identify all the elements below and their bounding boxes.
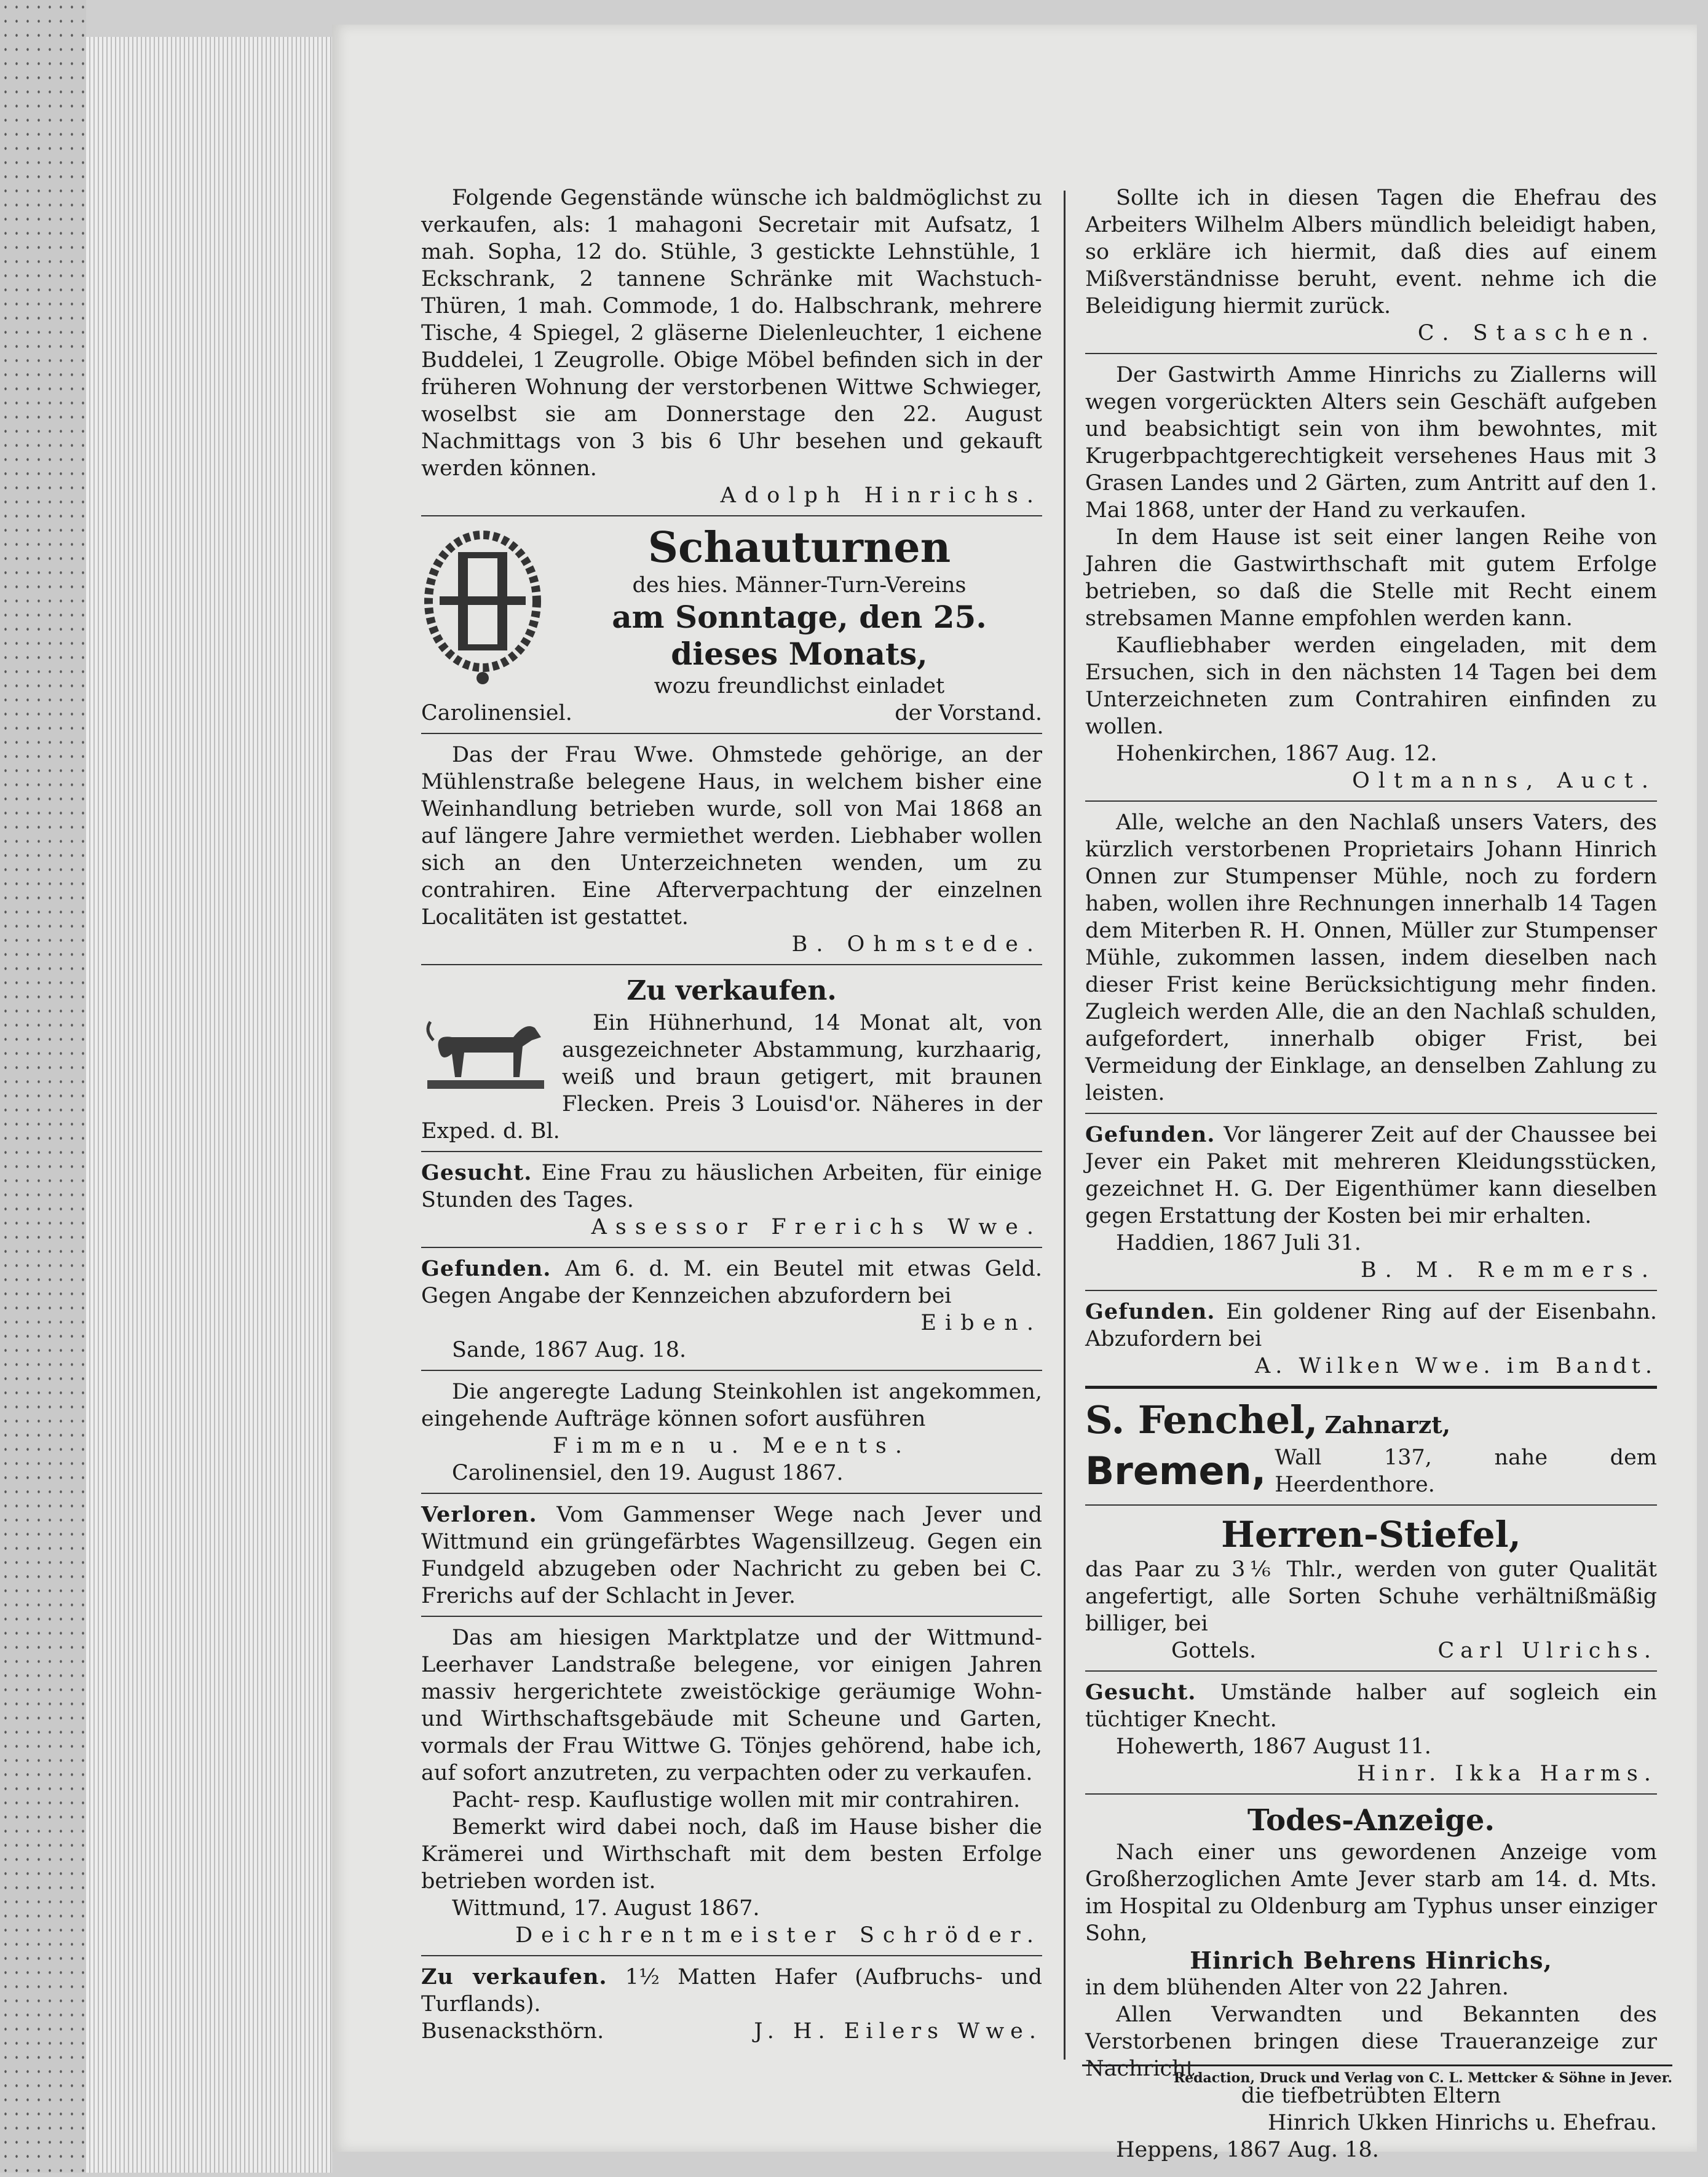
dog-illustration [421, 1009, 553, 1092]
ad-signature: B. Ohmstede. [791, 932, 1042, 957]
ad-house-rent [421, 741, 1042, 965]
ad-place: Gottels. [1171, 1638, 1257, 1663]
ad-line: dieses Monats, [671, 636, 928, 672]
ad-text: 1½ Matten Hafer (Aufbruchs- und Turflands). [421, 1965, 1042, 2017]
ad-line: wozu freundlichst einladet [654, 674, 945, 698]
ad-keyword: Verloren. [421, 1502, 537, 1527]
ad-text: Vor längerer Zeit auf der Chaussee bei Jever ein Paket mit mehreren Kleidungsstücken, gezeichnet H. G. Der Eigenthümer kann dieselben gegen Erstattung der Kosten bei mir erhalten. [1085, 1123, 1657, 1228]
ad-text: in dem blühenden Alter von 22 Jahren. [1085, 1975, 1509, 2000]
ad-wanted-servant [1085, 1679, 1657, 1795]
ad-dateline: Sande, 1867 Aug. 18. [452, 1338, 687, 1362]
ad-signature: Assessor Frerichs Wwe. [591, 1215, 1042, 1239]
ad-wanted-woman [421, 1160, 1042, 1248]
page-edges [86, 37, 332, 2173]
ad-keyword: Gefunden. [1085, 1122, 1216, 1147]
ad-signature: A. Wilken Wwe. im Bandt. [1255, 1354, 1657, 1378]
ad-role: Zahnarzt, [1324, 1411, 1451, 1439]
ad-line: am Sonntage, den 25. [612, 599, 987, 635]
ad-dentist [1085, 1396, 1657, 1506]
ad-text: Kaufliebhaber werden eingeladen, mit dem Ersuchen, sich in den nächsten 14 Tagen bei dem Unterzeichneten zum Contrahiren einfinden zu wollen. [1085, 633, 1657, 739]
ad-dateline: Wittmund, 17. August 1867. [452, 1896, 760, 1921]
ad-signature: der Vorstand. [895, 701, 1042, 725]
ad-text: In dem Hause ist seit einer langen Reihe von Jahren die Gastwirthschaft mit gutem Erfolge betrieben, so daß die Stelle mit Recht einem strebsamen Manne empfohlen werden kann. [1085, 525, 1657, 631]
ad-signature: C. Staschen. [1417, 321, 1657, 346]
ad-schauturnen [421, 524, 1042, 734]
newspaper-page [332, 25, 1697, 2162]
ad-dateline: Haddien, 1867 Juli 31. [1116, 1231, 1361, 1255]
ad-found-parcel [1085, 1121, 1657, 1291]
ad-text: die tiefbetrübten Eltern [1241, 2084, 1501, 2108]
ad-found-ring [1085, 1298, 1657, 1389]
left-column [421, 184, 1042, 2058]
ad-name: Eiben. [920, 1311, 1042, 1335]
ad-oats-sale [421, 1964, 1042, 2051]
ad-city: Bremen, [1085, 1448, 1267, 1493]
ad-text: Die angeregte Ladung Steinkohlen ist angekommen, eingehende Aufträge können sofort ausführen [421, 1380, 1042, 1431]
ad-text: Sollte ich in diesen Tagen die Ehefrau des Arbeiters Wilhelm Albers mündlich beleidigt haben, so erkläre ich hiermit, daß dies auf einem Mißverständnisse beruht, event. nehme ich die Beleidigung hiermit zurück. [1085, 186, 1657, 318]
ad-dateline: Hohewerth, 1867 August 11. [1116, 1734, 1431, 1759]
ad-text: Ein goldener Ring auf der Eisenbahn. Abzufordern bei [1085, 1300, 1657, 1351]
ad-found-purse [421, 1255, 1042, 1371]
ad-signature: Oltmanns, Auct. [1352, 768, 1657, 793]
ad-death-notice [1085, 1802, 1657, 2170]
ad-building-lease [421, 1624, 1042, 1956]
ad-estate-claims [1085, 809, 1657, 1114]
ad-title: Herren-Stiefel, [1221, 1514, 1521, 1555]
ad-signature: Carl Ulrichs. [1437, 1638, 1657, 1663]
ad-title: Zu verkaufen. [627, 975, 837, 1006]
ad-text: das Paar zu 3⅙ Thlr., werden von guter Qualität angefertigt, alle Sorten Schuhe verhältnißmäßig billiger, bei [1085, 1557, 1657, 1636]
ad-keyword: Gefunden. [1085, 1299, 1216, 1324]
right-column [1085, 184, 1657, 2177]
ad-line: des hies. Männer-Turn-Vereins [632, 573, 967, 598]
imprint-footer: Redaction, Druck und Verlag von C. L. Mettcker & Söhne in Jever. [1082, 2064, 1672, 2086]
ad-text: Allen Verwandten und Bekannten des Verstorbenen bringen diese Traueranzeige zur Nachricht [1085, 2002, 1657, 2081]
ad-text: Nach einer uns gewordenen Anzeige vom Großherzoglichen Amte Jever starb am 14. d. Mts. im Hospital zu Oldenburg am Typhus unser einziger Sohn, [1085, 1840, 1657, 1946]
ad-keyword: Gefunden. [421, 1256, 552, 1281]
column-divider [1064, 191, 1066, 2060]
book-cover-edge [0, 0, 86, 2173]
ad-boots [1085, 1513, 1657, 1672]
ad-text: Der Gastwirth Amme Hinrichs zu Ziallerns will wegen vorgerückten Alters sein Geschäft aufgeben und beabsichtigt sein von ihm bewohntes, mit Krugerbpachtgerechtigkeit versehenes Haus mit 3 Grasen Landes und 2 Gärten, zum Antritt auf den 1. Mai 1868, unter der Hand zu verkaufen. [1085, 363, 1657, 523]
ad-place: Carolinensiel. [421, 701, 572, 725]
ad-dateline: Hohenkirchen, 1867 Aug. 12. [1116, 741, 1437, 766]
ad-furniture-sale [421, 184, 1042, 516]
ad-text: Ein Hühnerhund, 14 Monat alt, von ausgezeichneter Abstammung, kurzhaarig, weiß und braun getigert, mit braunen Flecken. Preis 3 Louisd'or. Näheres in der Exped. d. Bl. [421, 1011, 1042, 1144]
ad-text: Alle, welche an den Nachlaß unsers Vaters, des kürzlich verstorbenen Proprietairs Johann Hinrich Onnen zur Stumpenser Mühle, noch zu fordern haben, wollen ihre Rechnungen innerhalb 14 Tagen dem Miterben R. H. Onnen, Müller zur Stumpenser Mühle, zukommen lassen, indem dieselben nach dieser Frist keine Berücksichtigung mehr finden. Zugleich werden Alle, die an den Nachlaß schulden, aufgefordert, innerhalb obiger Frist, bei Vermeidung der Einklage, an denselben Zahlung zu leisten. [1085, 810, 1657, 1105]
ad-signature: Hinrich Ukken Hinrichs u. Ehefrau. [1268, 2111, 1657, 2135]
ad-signature: Deichrentmeister Schröder. [515, 1923, 1042, 1948]
ad-place: Busenacksthörn. [421, 2019, 604, 2044]
ad-name: S. Fenchel, [1085, 1397, 1318, 1442]
ad-text: Das der Frau Wwe. Ohmstede gehörige, an der Mühlenstraße belegene Haus, in welchem bisher eine Weinhandlung betrieben wurde, soll von Mai 1868 an auf längere Jahre vermiethet werden. Liebhaber wollen sich an den Unterzeichneten wenden, um zu contrahiren. Eine Afterverpachtung der einzelnen Localitäten ist gestattet. [421, 743, 1042, 930]
ad-dog-sale [421, 973, 1042, 1152]
ad-text: Bemerkt wird dabei noch, daß im Hause bisher die Krämerei und Wirthschaft mit dem besten Erfolge betrieben worden ist. [421, 1815, 1042, 1894]
ad-keyword: Zu verkaufen. [421, 1964, 607, 1989]
ad-signature: B. M. Remmers. [1360, 1258, 1657, 1282]
ad-title: Todes-Anzeige. [1247, 1803, 1495, 1838]
ad-signature: Adolph Hinrichs. [720, 483, 1042, 508]
ad-keyword: Gesucht. [1085, 1680, 1196, 1705]
ad-name: Hinrich Behrens Hinrichs, [1190, 1946, 1552, 1974]
ad-signature: Fimmen u. Meents. [553, 1434, 911, 1458]
turner-cross-emblem [421, 527, 544, 687]
ad-title: Schauturnen [647, 523, 951, 572]
ad-address: Wall 137, nahe dem Heerdenthore. [1275, 1445, 1657, 1497]
ad-text: Vom Gammenser Wege nach Jever und Wittmund ein grüngefärbtes Wagensillzeug. Gegen ein Fundgeld abzugeben oder Nachricht zu geben bei C. Frerichs auf der Schlacht in Jever. [421, 1503, 1042, 1608]
ad-dateline: Carolinensiel, den 19. August 1867. [452, 1461, 844, 1485]
ad-text: Eine Frau zu häuslichen Arbeiten, für einige Stunden des Tages. [421, 1161, 1042, 1212]
ad-lost [421, 1501, 1042, 1617]
ad-signature: Hinr. Ikka Harms. [1356, 1761, 1657, 1786]
ad-text: Am 6. d. M. ein Beutel mit etwas Geld. Gegen Angabe der Kennzeichen abzufordern bei [421, 1257, 1042, 1308]
ad-apology [1085, 184, 1657, 354]
ad-keyword: Gesucht. [421, 1160, 532, 1185]
ad-signature: J. H. Eilers Wwe. [754, 2019, 1042, 2044]
ad-text: Das am hiesigen Marktplatze und der Wittmund-Leerhaver Landstraße belegene, vor einigen Jahren massiv hergerichtete zweistöckige geräumige Wohn- und Wirthschaftsgebäude mit Scheune und Garten, vormals der Frau Wittwe G. Tönjes gehörend, habe ich, auf sofort anzutreten, zu verpachten oder zu verkaufen. [421, 1626, 1042, 1785]
ad-dateline: Heppens, 1867 Aug. 18. [1116, 2138, 1379, 2162]
ad-text: Folgende Gegenstände wünsche ich baldmöglichst zu verkaufen, als: 1 mahagoni Secretair mit Aufsatz, 1 mah. Sopha, 12 do. Stühle, 3 gestickte Lehnstühle, 1 Eckschrank, 2 tannene Schränke mit Wachstuch-Thüren, 1 mah. Commode, 1 do. Halbschrank, mehrere Tische, 4 Spiegel, 2 gläserne Dielenleuchter, 1 eichene Buddelei, 1 Zeugrolle. Obige Möbel befinden sich in der früheren Wohnung der verstorbenen Wittwe Schwieger, woselbst sie am Donnerstage den 22. August Nachmittags von 3 bis 6 Uhr besehen und gekauft werden können. [421, 186, 1042, 481]
ad-inn-sale [1085, 362, 1657, 802]
ad-text: Umstände halber auf sogleich ein tüchtiger Knecht. [1085, 1680, 1657, 1732]
ad-text: Pacht- resp. Kauflustige wollen mit mir contrahiren. [452, 1788, 1021, 1812]
ad-coal [421, 1378, 1042, 1494]
